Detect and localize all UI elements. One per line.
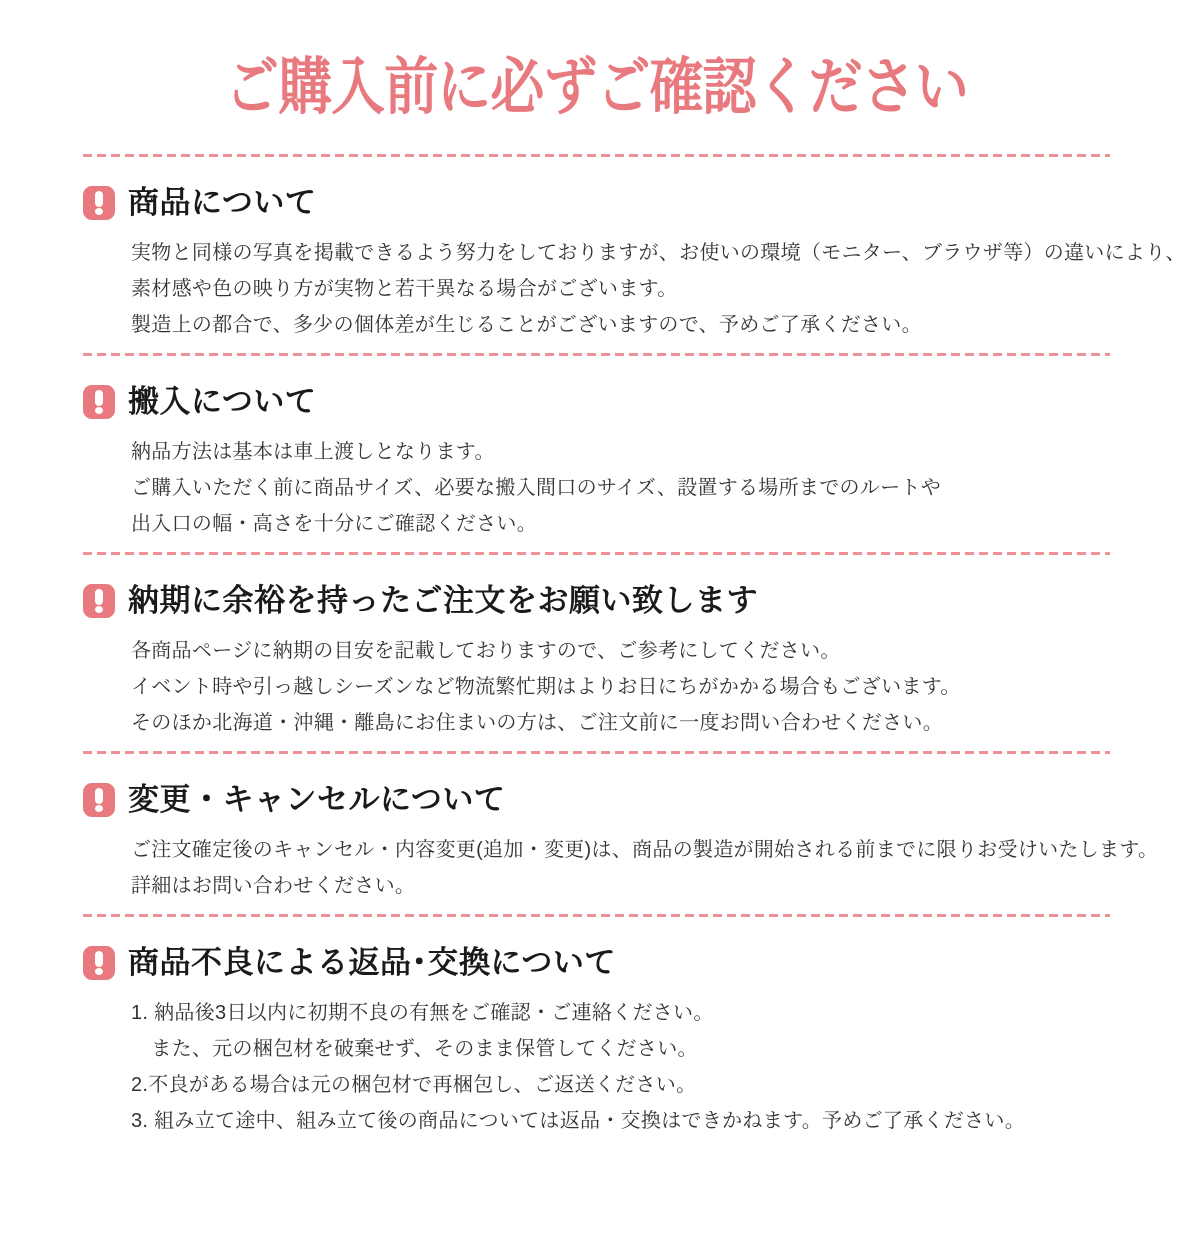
exclamation-icon — [83, 584, 115, 618]
body-line: ご購入いただく前に商品サイズ、必要な搬入間口のサイズ、設置する場所までのルートや — [131, 477, 941, 499]
exclamation-icon — [83, 186, 115, 220]
dashed-divider — [83, 353, 1110, 356]
section-body — [131, 633, 1110, 741]
section-body — [131, 235, 1186, 343]
body-line: 1. 納品後3日以内に初期不良の有無をご確認・ご連絡ください。 — [131, 1002, 714, 1024]
section-body — [131, 832, 1159, 904]
purchase-notice-page — [0, 52, 1200, 1252]
body-line: 製造上の都合で、多少の個体差が生じることがございますので、予めご了承ください。 — [131, 314, 922, 336]
section-title: 納期に余裕を持ったご注文をお願い致します — [128, 583, 758, 618]
body-line: 出入口の幅・高さを十分にご確認ください。 — [131, 513, 537, 535]
dashed-divider — [83, 552, 1110, 555]
exclamation-icon — [83, 783, 115, 817]
notice-section — [83, 751, 1159, 904]
exclamation-icon — [83, 946, 115, 980]
notice-section — [83, 154, 1186, 343]
page-title: ご購入前に必ずご確認ください — [224, 53, 968, 122]
dashed-divider — [83, 914, 1110, 917]
section-title: 商品について — [128, 185, 317, 220]
body-line: 素材感や色の映り方が実物と若干異なる場合がございます。 — [131, 278, 678, 300]
section-title: 商品不良による返品･交換について — [128, 945, 616, 980]
section-header — [83, 780, 1110, 820]
dashed-divider — [83, 154, 1110, 157]
notice-section — [83, 353, 1110, 542]
section-header — [83, 382, 1110, 422]
section-header — [83, 943, 1110, 983]
body-line: 詳細はお問い合わせください。 — [131, 875, 416, 897]
body-line: 納品方法は基本は車上渡しとなります。 — [131, 441, 495, 463]
body-line: 実物と同様の写真を掲載できるよう努力をしておりますが、お使いの環境（モニター、ブラウザ等）の違いにより、 — [131, 242, 1186, 264]
body-line: イベント時や引っ越しシーズンなど物流繁忙期はよりお日にちがかかる場合もございます。 — [131, 676, 961, 698]
exclamation-icon — [83, 385, 115, 419]
body-line: 2.不良がある場合は元の梱包材で再梱包し、ご返送ください。 — [131, 1074, 697, 1096]
body-line: ご注文確定後のキャンセル・内容変更(追加・変更)は、商品の製造が開始される前までに限りお受けいたします。 — [131, 839, 1159, 861]
body-line: そのほか北海道・沖縄・離島にお住まいの方は、ご注文前に一度お問い合わせください。 — [131, 712, 943, 734]
section-title: 変更・キャンセルについて — [128, 782, 506, 817]
notice-sections — [83, 154, 1186, 1139]
body-line: 各商品ページに納期の目安を記載しておりますので、ご参考にしてください。 — [131, 640, 841, 662]
section-title: 搬入について — [128, 384, 317, 419]
body-line: 3. 組み立て途中、組み立て後の商品については返品・交換はできかねます。予めご了承ください。 — [131, 1110, 1026, 1132]
section-body — [131, 434, 1110, 542]
body-line: また、元の梱包材を破棄せず、そのまま保管してください。 — [131, 1038, 698, 1060]
section-header — [83, 581, 1110, 621]
section-header — [83, 183, 1110, 223]
notice-section — [83, 552, 1110, 741]
notice-section — [83, 914, 1110, 1139]
section-body — [131, 995, 1110, 1139]
dashed-divider — [83, 751, 1110, 754]
